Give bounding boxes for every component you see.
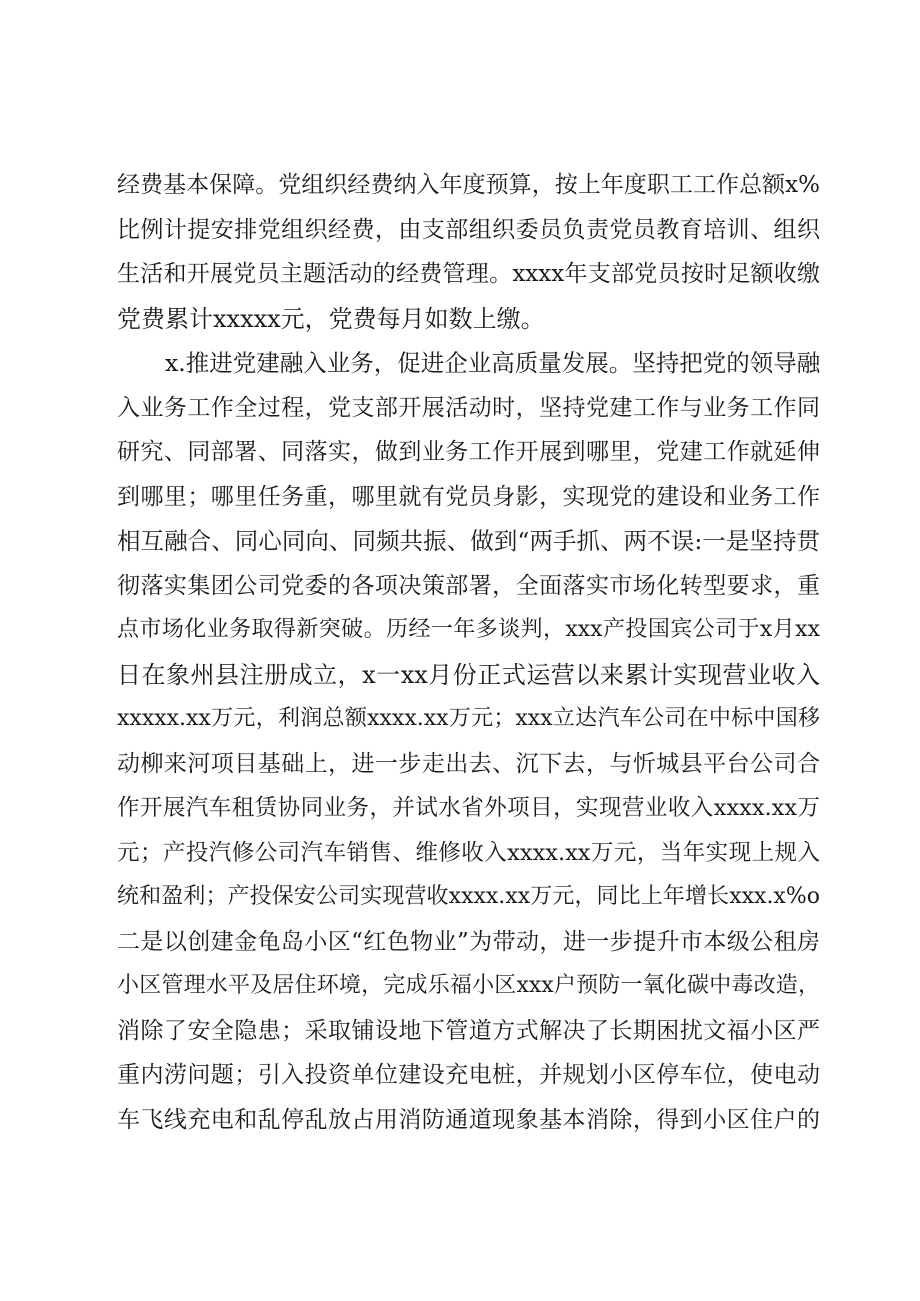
text-line: 车飞线充电和乱停乱放占用消防通道现象基本消除，得到小区住户的	[117, 1106, 820, 1133]
text-line: xxxxx.xx万元，利润总额xxxx.xx万元；xxx立达汽车公司在中标中国移	[117, 706, 820, 731]
text-line: 日在象州县注册成立，x一xx月份正式运营以来累计实现营业收入	[117, 660, 820, 689]
text-line: 消除了安全隐患；采取铺设地下管道方式解决了长期困扰文福小区严	[117, 1017, 820, 1044]
text-line: 党费累计xxxxx元，党费每月如数上缴。	[117, 304, 545, 333]
text-line: 小区管理水平及居住环境，完成乐福小区xxx户预防一氧化碳中毒改造，	[117, 973, 820, 998]
text-line: 彻落实集团公司党委的各项决策部署，全面落实市场化转型要求，重	[117, 572, 820, 599]
text-line: 重内涝问题；引入投资单位建设充电桩，并规划小区停车位，使电动	[117, 1062, 820, 1088]
text-line: 研究、同部署、同落实，做到业务工作开展到哪里，党建工作就延伸	[117, 439, 820, 465]
text-line: 到哪里；哪里任务重，哪里就有党员身影，实现党的建设和业务工作	[117, 483, 820, 510]
text-line: 二是以创建金龟岛小区“红色物业”为带动，进一步提升市本级公租房	[117, 928, 820, 955]
text-line: x.推进党建融入业务，促进企业高质量发展。坚持把党的领导融	[165, 349, 820, 377]
text-line: 统和盈利；产投保安公司实现营收xxxx.xx万元，同比上年增长xxx.x%o	[117, 884, 820, 909]
text-line: 相互融合、同心同向、同频共振、做到“两手抓、两不误:一是坚持贯	[117, 527, 820, 555]
text-line: 入业务工作全过程，党支部开展活动时，坚持党建工作与业务工作同	[117, 394, 820, 421]
text-line: 点市场化业务取得新突破。历经一年多谈判，xxx产投国宾公司于x月xx	[117, 617, 820, 642]
text-line: 比例计提安排党组织经费，由支部组织委员负责党员教育培训、组织	[117, 216, 820, 243]
text-line: 动柳来河项目基础上，进一步走出去、沉下去，与忻城县平台公司合	[117, 750, 820, 777]
body-text	[117, 163, 820, 1142]
text-line: 元；产投汽修公司汽车销售、维修收入xxxx.xx万元，当年实现上规入	[117, 839, 820, 866]
text-line: 经费基本保障。党组织经费纳入年度预算，按上年度职工工作总额x%	[117, 172, 820, 198]
text-line: 生活和开展党员主题活动的经费管理。xxxx年支部党员按时足额收缴	[117, 261, 820, 287]
text-line: 作开展汽车租赁协同业务，并试水省外项目，实现营业收入xxxx.xx万	[117, 795, 820, 821]
